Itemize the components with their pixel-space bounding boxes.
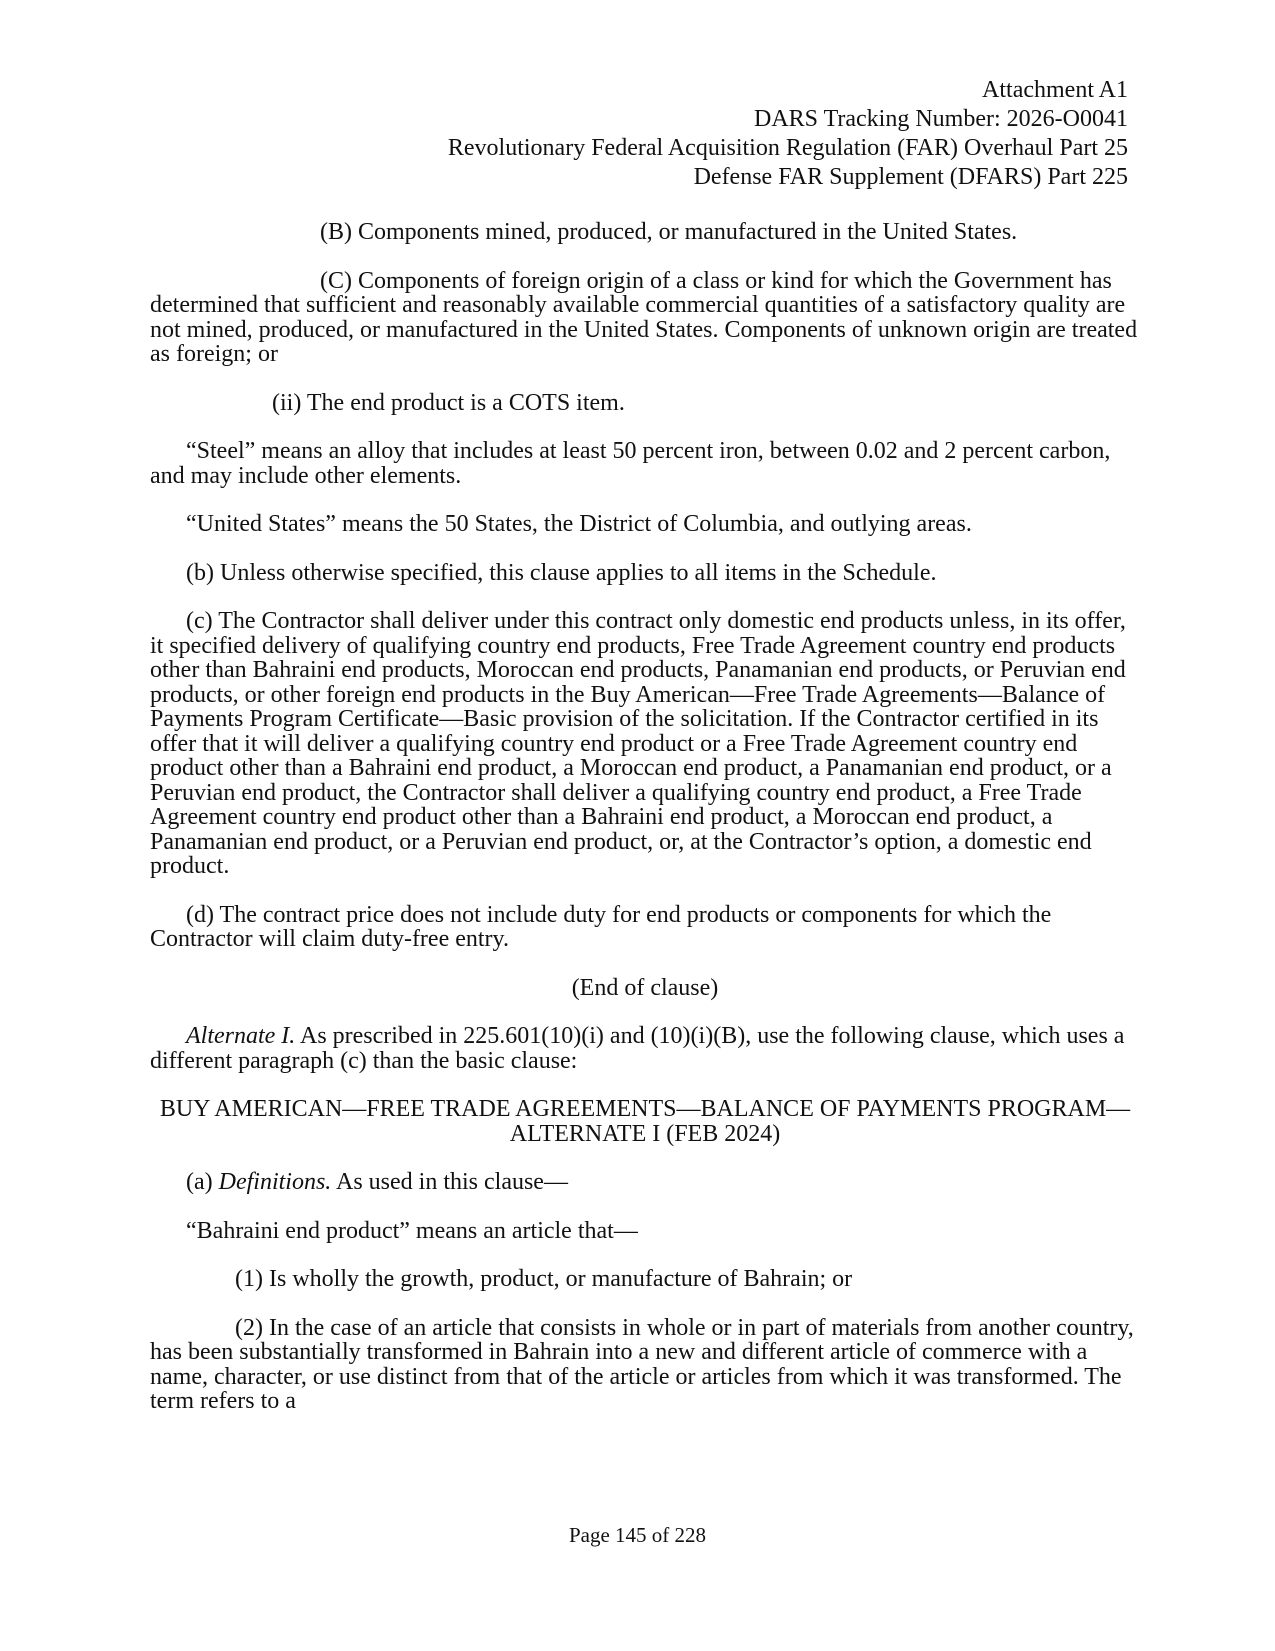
header-tracking-number: DARS Tracking Number: 2026-O0041 — [753, 106, 1128, 132]
definitions-paragraph — [150, 1170, 1140, 1195]
alternate-i-paragraph — [150, 1024, 1140, 1073]
paragraph-d: (d) The contract price does not include duty for end products or components for which the Contractor will claim duty-free entry. — [150, 901, 1052, 952]
document-body — [150, 220, 1140, 1438]
definition-steel: “Steel” means an alloy that includes at least 50 percent iron, between 0.02 and 2 percent carbon, and may include other elements. — [150, 438, 1111, 489]
paragraph-B: (B) Components mined, produced, or manufactured in the United States. — [320, 219, 1018, 245]
definitions-label: Definitions. — [218, 1169, 332, 1195]
paragraph-ii: (ii) The end product is a COTS item. — [272, 389, 625, 416]
end-of-clause: (End of clause) — [571, 974, 719, 1001]
definitions-text: As used in this clause— — [331, 1169, 568, 1195]
paragraph-c: (c) The Contractor shall deliver under this contract only domestic end products unless, in its offer, it specified delivery of qualifying country end products, Free Trade Agreement country end products other than Bahraini end products, Moroccan end products, Panamanian end products, or Peruvian end products, or other foreign end products in the Buy American—Free Trade Agreements—Balance of Payments Program Certificate—Basic provision of the solicitation. If the Contractor certified in its offer that it will deliver a qualifying country end product or a Free Trade Agreement country end product other than a Bahraini end product, a Moroccan end product, a Panamanian end product, or a Peruvian end product, the Contractor shall deliver a qualifying country end product, a Free Trade Agreement country end product other than a Bahraini end product, a Moroccan end product, a Panamanian end product, or a Peruvian end product, or, at the Contractor’s option, a domestic end product. — [150, 608, 1126, 879]
definition-bahraini: “Bahraini end product” means an article that— — [186, 1217, 638, 1244]
definitions-prefix: (a) — [186, 1169, 219, 1195]
header-dfars-part: Defense FAR Supplement (DFARS) Part 225 — [693, 164, 1128, 190]
header-far-part: Revolutionary Federal Acquisition Regulation (FAR) Overhaul Part 25 — [447, 135, 1128, 161]
paragraph-1: (1) Is wholly the growth, product, or manufacture of Bahrain; or — [235, 1266, 853, 1292]
paragraph-C: (C) Components of foreign origin of a class or kind for which the Government has determined that sufficient and reasonably available commercial quantities of a satisfactory quality are not mined, produced, or manufactured in the United States. Components of unknown origin are treated as foreign; or — [150, 267, 1138, 367]
clause-title: BUY AMERICAN—FREE TRADE AGREEMENTS—BALANCE OF PAYMENTS PROGRAM—ALTERNATE I (FEB 2024) — [159, 1096, 1131, 1147]
alternate-i-label: Alternate I. — [186, 1023, 296, 1049]
alternate-i-text: As prescribed in 225.601(10)(i) and (10)(i)(B), use the following clause, which uses a different paragraph (c) than the basic clause: — [150, 1023, 1125, 1074]
page-header — [448, 76, 1128, 192]
page-number: Page 145 of 228 — [568, 1523, 707, 1547]
definition-united-states: “United States” means the 50 States, the District of Columbia, and outlying areas. — [186, 511, 972, 537]
header-attachment: Attachment A1 — [982, 77, 1128, 103]
paragraph-2: (2) In the case of an article that consists in whole or in part of materials from another country, has been substantially transformed in Bahrain into a new and different article of commerce with a name, character, or use distinct from that of the article or articles from which it was transformed. The term refers to a — [150, 1314, 1134, 1414]
paragraph-b: (b) Unless otherwise specified, this clause applies to all items in the Schedule. — [186, 559, 937, 586]
